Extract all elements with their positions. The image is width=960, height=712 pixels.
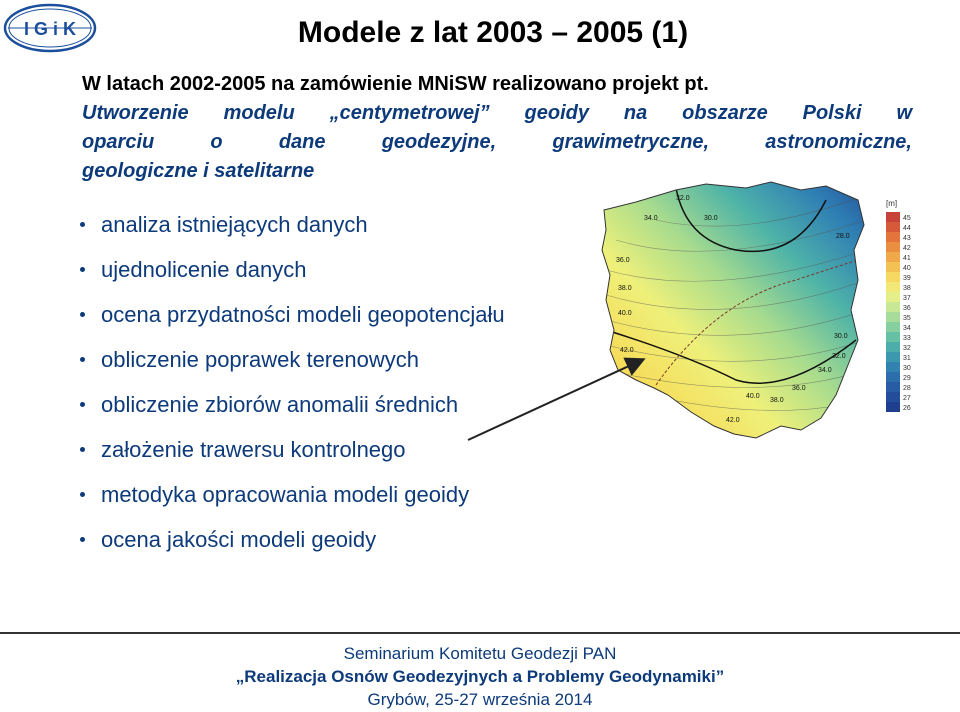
bullet-icon <box>80 492 85 497</box>
scale-label: 34 <box>903 325 911 332</box>
intro-line-1: W latach 2002-2005 na zamówienie MNiSW realizowano projekt pt. <box>82 73 709 95</box>
contour-label: 38.0 <box>770 397 784 404</box>
bullet-list <box>80 202 505 562</box>
contour-label: 40.0 <box>618 310 632 317</box>
scale-label: 38 <box>903 285 911 292</box>
contour-label: 42.0 <box>620 347 634 354</box>
scale-label: 36 <box>903 305 911 312</box>
scale-label: 27 <box>903 395 911 402</box>
slide-title: Modele z lat 2003 – 2005 (1) <box>297 16 689 49</box>
scale-label: 30 <box>903 365 911 372</box>
list-item: ujednolicenie danych <box>80 247 505 292</box>
bullet-icon <box>80 312 85 317</box>
footer-line-1: Seminarium Komitetu Geodezji PAN <box>343 644 617 663</box>
bullet-icon <box>80 447 85 452</box>
geoid-map <box>596 180 916 450</box>
footer <box>0 642 960 711</box>
scale-label: 37 <box>903 295 911 302</box>
bullet-icon <box>80 402 85 407</box>
list-item: ocena przydatności modeli geopotencjału <box>80 292 505 337</box>
scale-label: 45 <box>903 215 911 222</box>
intro-line-2: Utworzenie modelu „centymetrowej” geoidy na obszarze Polski w <box>82 102 912 124</box>
contour-label: 42.0 <box>726 417 740 424</box>
logo-text: I G i K <box>23 19 77 39</box>
footer-line-3: Grybów, 25-27 września 2014 <box>367 690 593 709</box>
scale-unit: [m] <box>886 199 898 208</box>
intro-paragraph <box>82 70 912 186</box>
contour-label: 38.0 <box>618 285 632 292</box>
scale-label: 33 <box>903 335 911 342</box>
contour-label: 34.0 <box>818 367 832 374</box>
scale-label: 41 <box>903 255 911 262</box>
scale-label: 29 <box>903 375 911 382</box>
footer-divider <box>0 632 960 634</box>
contour-label: 30.0 <box>834 333 848 340</box>
contour-label: 36.0 <box>616 257 630 264</box>
map-surface <box>596 180 866 450</box>
scale-label: 44 <box>903 225 911 232</box>
contour-label: 28.0 <box>836 233 850 240</box>
contour-label: 32.0 <box>676 195 690 202</box>
bullet-icon <box>80 357 85 362</box>
footer-line-2: „Realizacja Osnów Geodezyjnych a Problemy Geodynamiki” <box>235 667 725 686</box>
scale-label: 40 <box>903 265 911 272</box>
list-item: analiza istniejących danych <box>80 202 505 247</box>
intro-line-4: geologiczne i satelitarne <box>82 160 315 182</box>
list-item: obliczenie zbiorów anomalii średnich <box>80 382 505 427</box>
scale-label: 31 <box>903 355 911 362</box>
bullet-icon <box>80 222 85 227</box>
bullet-icon <box>80 267 85 272</box>
list-item: obliczenie poprawek terenowych <box>80 337 505 382</box>
contour-label: 36.0 <box>792 385 806 392</box>
scale-label: 26 <box>903 405 911 412</box>
scale-label: 39 <box>903 275 911 282</box>
list-item: ocena jakości modeli geoidy <box>80 517 505 562</box>
bullet-icon <box>80 537 85 542</box>
list-item: metodyka opracowania modeli geoidy <box>80 472 505 517</box>
contour-label: 30.0 <box>704 215 718 222</box>
intro-line-3: oparciu o dane geodezyjne, grawimetryczne, astronomiczne, <box>82 131 912 153</box>
scale-label: 32 <box>903 345 911 352</box>
color-scale <box>886 212 900 412</box>
contour-label: 32.0 <box>832 353 846 360</box>
scale-label: 35 <box>903 315 911 322</box>
scale-label: 28 <box>903 385 911 392</box>
scale-label: 42 <box>903 245 911 252</box>
contour-label: 40.0 <box>746 393 760 400</box>
list-item: założenie trawersu kontrolnego <box>80 427 505 472</box>
scale-label: 43 <box>903 235 911 242</box>
contour-label: 34.0 <box>644 215 658 222</box>
